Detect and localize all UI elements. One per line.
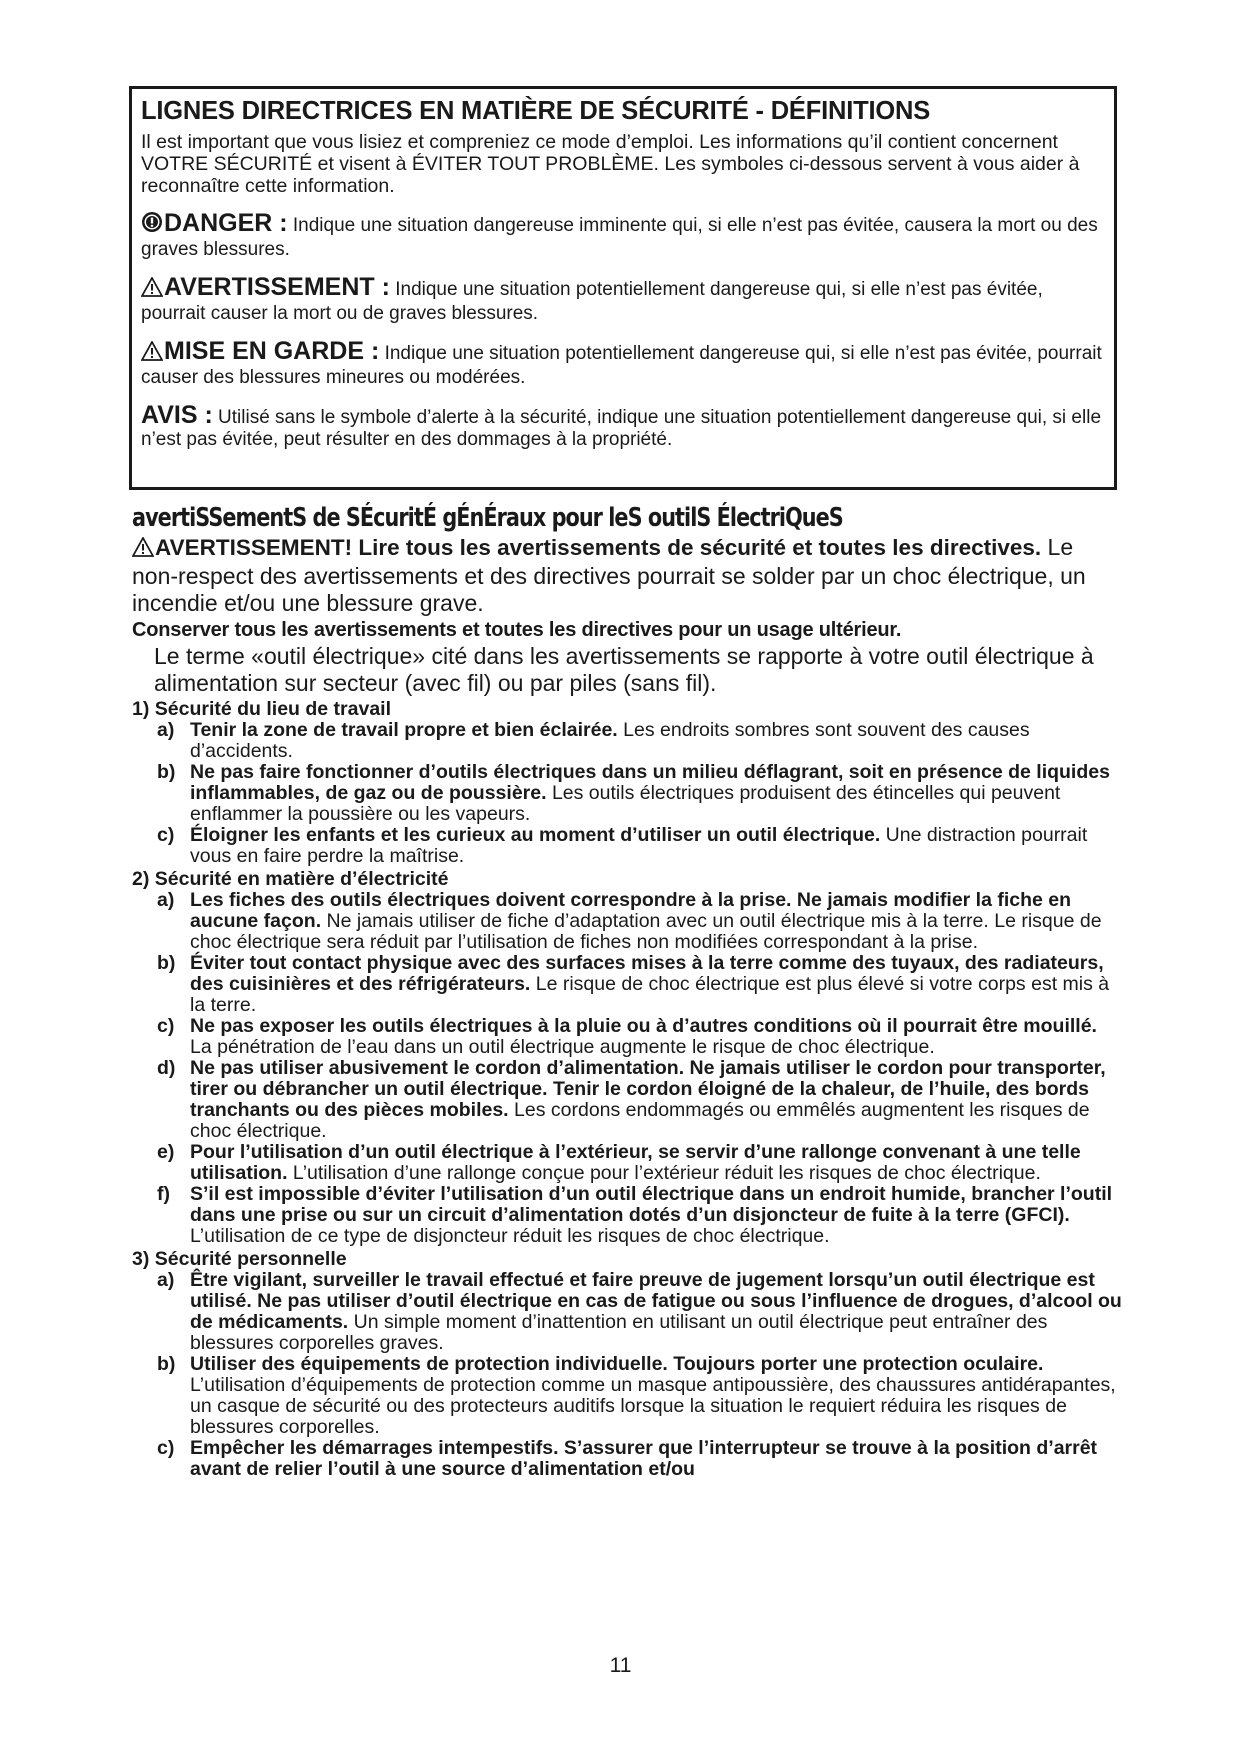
item-bold-text: Ne pas utiliser abusivement le cordon d’alimentation. Ne jamais utiliser le cordon pour transporter, tirer ou débrancher un outil électrique. Tenir le cordon éloigné de la chaleur, de l’huile, des bords tranchants ou des pièces mobiles.: [190, 1057, 1106, 1121]
mise-en-garde-text: Indique une situation potentiellement dangereuse qui, si elle n’est pas évitée, pourrait causer des blessures mineures ou modérées.: [141, 343, 1102, 388]
item-text: Les outils électriques produisent des étincelles qui peuvent enflammer la poussière ou les vapeurs.: [190, 782, 1061, 825]
item-marker: b): [157, 761, 176, 783]
power-tool-term: Le terme «outil électrique» cité dans les avertissements se rapporte à votre outil électrique à alimentation sur secteur (avec fil) ou par piles (sans fil).: [154, 643, 1094, 696]
item-bold-text: Ne pas faire fonctionner d’outils électriques dans un milieu déflagrant, soit en présence de liquides inflammables, de gaz ou de poussière.: [190, 761, 1110, 804]
item-bold-text: Pour l’utilisation d’un outil électrique à l’extérieur, se servir d’une rallonge convenant à une telle utilisation.: [190, 1141, 1081, 1184]
safety-item: [132, 720, 1122, 762]
item-bold-text: Utiliser des équipements de protection individuelle. Toujours porter une protection oculaire.: [190, 1353, 1044, 1375]
safety-item: [132, 1354, 1122, 1438]
item-marker: b): [157, 952, 176, 974]
page-number: 11: [609, 1654, 632, 1677]
danger-icon: [141, 211, 163, 239]
section-heading: avertiSSementS de SÉcuritÉ gÉnÉraux pour leS outilS ÉlectriQueS: [132, 503, 843, 533]
general-safety-section: [132, 502, 1122, 1480]
item-bold-text: Ne pas exposer les outils électriques à la pluie ou à d’autres conditions où il pourrait être mouillé.: [190, 1015, 1097, 1037]
warning-triangle-icon: [132, 536, 154, 563]
avertissement-definition: [141, 273, 1104, 325]
item-marker: b): [157, 1353, 176, 1375]
safety-sections: [132, 699, 1122, 1480]
item-marker: f): [157, 1183, 170, 1205]
general-warning-bold: AVERTISSEMENT! Lire tous les avertissements de sécurité et toutes les directives.: [155, 535, 1042, 560]
item-marker: c): [157, 824, 175, 846]
mise-en-garde-keyword: MISE EN GARDE :: [164, 337, 380, 365]
avis-keyword: AVIS :: [141, 401, 213, 429]
item-bold-text: Les fiches des outils électriques doivent correspondre à la prise. Ne jamais modifier la fiche en aucune façon.: [190, 889, 1072, 932]
safety-item: [132, 953, 1122, 1016]
mise-en-garde-definition: [141, 337, 1104, 389]
warning-triangle-icon: [141, 277, 163, 303]
safety-item: [132, 825, 1122, 867]
avis-text: Utilisé sans le symbole d’alerte à la sécurité, indique une situation potentiellement dangereuse qui, si elle n’est pas évitée, peut résulter en des dommages à la propriété.: [141, 407, 1102, 450]
item-bold-text: Empêcher les démarrages intempestifs. S’assurer que l’interrupteur se trouve à la position d’arrêt avant de relier l’outil à une source d’alimentation et/ou: [190, 1437, 1098, 1480]
general-warning: [132, 534, 1122, 617]
item-bold-text: Éviter tout contact physique avec des surfaces mises à la terre comme des tuyaux, des radiateurs, des cuisinières et des réfrigérateurs.: [190, 952, 1104, 995]
avertissement-keyword: AVERTISSEMENT :: [164, 273, 390, 301]
item-text: Ne jamais utiliser de fiche d’adaptation avec un outil électrique mis à la terre. Le risque de choc électrique sera réduit par l’utilisation de fiches non modifiées correspondant à la prise.: [190, 910, 1102, 953]
danger-keyword: DANGER :: [164, 209, 288, 237]
safety-item: [132, 1142, 1122, 1184]
keep-instructions: Conserver tous les avertissements et toutes les directives pour un usage ultérieur.: [132, 619, 902, 641]
item-text: Le risque de choc électrique est plus élevé si votre corps est mis à la terre.: [190, 973, 1110, 1016]
item-text: L’utilisation de ce type de disjoncteur réduit les risques de choc électrique.: [190, 1225, 830, 1247]
item-marker: e): [157, 1141, 175, 1163]
item-bold-text: Tenir la zone de travail propre et bien éclairée.: [190, 719, 618, 741]
item-text: La pénétration de l’eau dans un outil électrique augmente le risque de choc électrique.: [190, 1036, 935, 1058]
warning-triangle-icon: [141, 341, 163, 367]
item-text: Un simple moment d’inattention en utilisant un outil électrique peut entraîner des blessures corporelles graves.: [190, 1311, 1048, 1354]
danger-definition: [141, 211, 1104, 261]
safety-item: [132, 1016, 1122, 1058]
item-marker: c): [157, 1015, 175, 1037]
safety-item: [132, 890, 1122, 953]
item-marker: a): [157, 1269, 175, 1291]
item-text: Une distraction pourrait vous en faire perdre la maîtrise.: [190, 824, 1088, 867]
item-marker: d): [157, 1057, 176, 1079]
avertissement-text: Indique une situation potentiellement dangereuse qui, si elle n’est pas évitée, pourrait causer la mort ou de graves blessures.: [141, 279, 1043, 324]
danger-text: Indique une situation dangereuse imminente qui, si elle n’est pas évitée, causera la mort ou des graves blessures.: [141, 215, 1098, 260]
safety-item: [132, 1270, 1122, 1354]
item-marker: a): [157, 889, 175, 911]
item-text: L’utilisation d’une rallonge conçue pour l’extérieur réduit les risques de choc électrique.: [292, 1162, 1041, 1184]
item-text: Les cordons endommagés ou emmêlés augmentent les risques de choc électrique.: [190, 1099, 1090, 1142]
safety-item: [132, 1058, 1122, 1142]
safety-item: [132, 762, 1122, 825]
safety-item: [132, 1438, 1122, 1480]
safety-item: [132, 1184, 1122, 1247]
item-text: L’utilisation d’équipements de protection comme un masque antipoussière, des chaussures antidérapantes, un casque de sécurité ou des protecteurs auditifs lorsque la situation le requiert réduira les risques de blessures corporelles.: [190, 1374, 1116, 1438]
item-marker: a): [157, 719, 175, 741]
item-bold-text: Éloigner les enfants et les curieux au moment d’utiliser un outil électrique.: [190, 824, 881, 846]
subsection-title: 2) Sécurité en matière d’électricité: [132, 868, 449, 890]
general-warning-text: Le non-respect des avertissements et des directives pourrait se solder par un choc électrique, un incendie et/ou une blessure grave.: [132, 534, 1086, 616]
item-text: Les endroits sombres sont souvent des causes d’accidents.: [190, 719, 1030, 762]
item-bold-text: Être vigilant, surveiller le travail effectué et faire preuve de jugement lorsqu’un outil électrique est utilisé. Ne pas utiliser d’outil électrique en cas de fatigue ou sous l’influence de drogues, d’alcool ou de médicaments.: [190, 1269, 1122, 1333]
item-marker: c): [157, 1437, 175, 1459]
safety-definitions-box: [129, 86, 1117, 490]
definitions-intro: Il est important que vous lisiez et compreniez ce mode d’emploi. Les informations qu’il contient concernent VOTRE SÉCURITÉ et visent à ÉVITER TOUT PROBLÈME. Les symboles ci-dessous servent à vous aider à reconnaître cette information.: [141, 131, 1080, 197]
subsection-title: 3) Sécurité personnelle: [132, 1248, 347, 1270]
subsection-title: 1) Sécurité du lieu de travail: [132, 698, 392, 720]
avis-definition: [141, 401, 1104, 451]
definitions-title: LIGNES DIRECTRICES EN MATIÈRE DE SÉCURITÉ - DÉFINITIONS: [141, 97, 931, 125]
item-bold-text: S’il est impossible d’éviter l’utilisation d’un outil électrique dans un endroit humide, brancher l’outil dans une prise ou sur un circuit d’alimentation dotés d’un disjoncteur de fuite à la terre (GFCI).: [190, 1183, 1113, 1226]
